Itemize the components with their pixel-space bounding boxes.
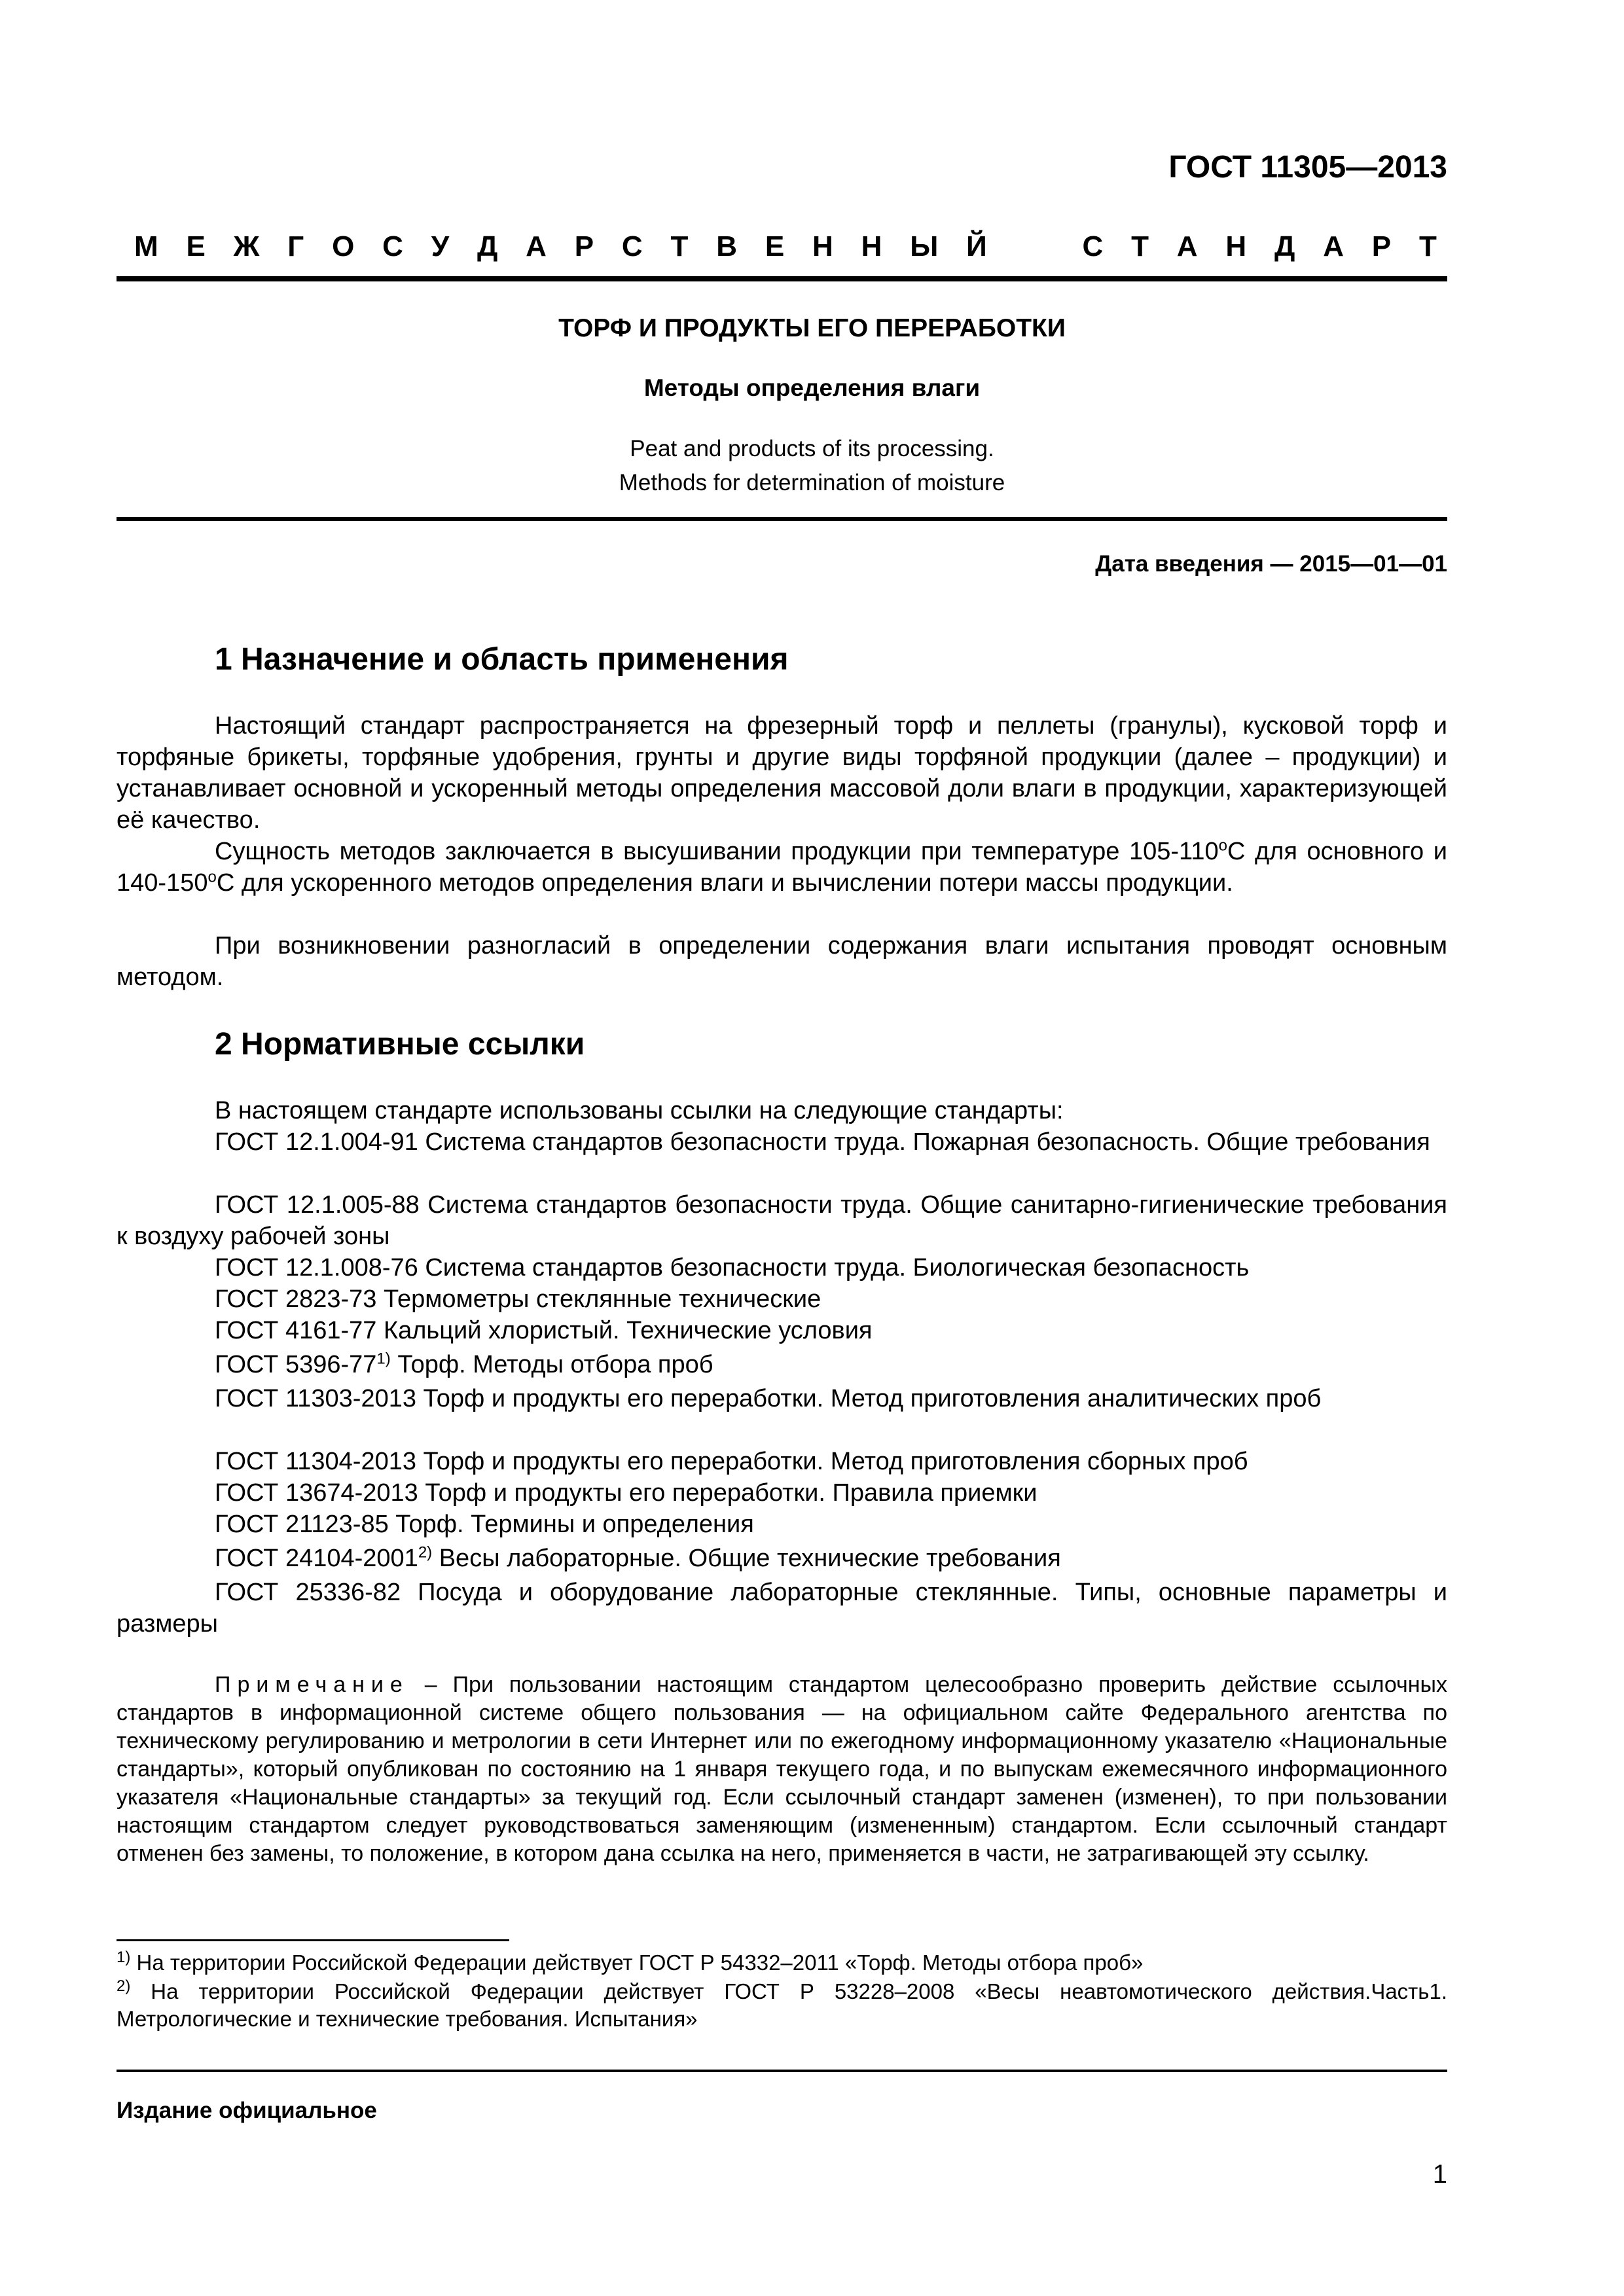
title-divider — [117, 517, 1447, 521]
degree-mark: o — [1218, 836, 1227, 855]
reference-item — [117, 1349, 1447, 1380]
reference-item: ГОСТ 4161-77 Кальций хлористый. Технические условия — [215, 1317, 873, 1344]
banner-letter: Н — [812, 230, 833, 262]
text-run: ГОСТ 24104-2001 — [215, 1545, 418, 1572]
reference-item: ГОСТ 11304-2013 Торф и продукты его переработки. Метод приготовления сборных проб — [215, 1448, 1248, 1475]
section-1-paragraph: При возникновении разногласий в определении содержания влаги испытания проводят основным методом. — [117, 932, 1447, 991]
header-divider — [117, 276, 1447, 281]
document-number: ГОСТ 11305—2013 — [1168, 150, 1447, 185]
banner-letter: Н — [1225, 230, 1247, 262]
banner-letter: Р — [574, 230, 594, 262]
reference-item: ГОСТ 12.1.008-76 Система стандартов безопасности труда. Биологическая безопасность — [215, 1254, 1250, 1282]
banner-letter: С — [1082, 230, 1104, 262]
footnote-mark: 1) — [117, 1948, 131, 1966]
footnote — [117, 1978, 1447, 2033]
banner-letter: Й — [966, 230, 987, 262]
banner-letter: Д — [477, 230, 498, 262]
footnote-mark: 1) — [376, 1350, 391, 1368]
banner-letter: В — [716, 230, 738, 262]
banner-letter: Т — [670, 230, 689, 262]
banner-letter: Е — [186, 230, 206, 262]
section-2-intro: В настоящем стандарте использованы ссылки на следующие стандарты: — [215, 1097, 1064, 1124]
banner-letter: Т — [1418, 230, 1437, 262]
note-label: Примечание — [215, 1672, 409, 1697]
document-title: ТОРФ И ПРОДУКТЫ ЕГО ПЕРЕРАБОТКИ — [558, 314, 1066, 342]
footnote-text: На территории Российской Федерации действует ГОСТ Р 53228–2008 «Весы неавтомотического действия.Часть1. Метрологические и технические требования. Испытания» — [117, 1979, 1447, 2031]
footnote-mark: 2) — [117, 1977, 131, 1995]
banner-letter: Н — [861, 230, 882, 262]
section-2-heading: 2 Нормативные ссылки — [215, 1027, 585, 1062]
english-title-line: Methods for determination of moisture — [619, 470, 1005, 495]
english-title-line: Peat and products of its processing. — [630, 436, 994, 461]
banner-letter: Р — [1371, 230, 1392, 262]
footnote — [117, 1949, 1447, 1977]
text-run: ГОСТ 5396-77 — [215, 1351, 377, 1378]
banner-letter: А — [1323, 230, 1344, 262]
text-run: С для ускоренного методов определения влаги и вычислении потери массы продукции. — [216, 869, 1233, 897]
banner-letter: С — [621, 230, 643, 262]
interstate-standard-banner — [134, 230, 1437, 263]
reference-item: ГОСТ 21123-85 Торф. Термины и определения — [215, 1511, 754, 1538]
section-1-heading: 1 Назначение и область применения — [215, 642, 789, 677]
banner-letter: С — [382, 230, 403, 262]
banner-letter: Г — [287, 230, 304, 262]
banner-letter: Ы — [910, 230, 939, 262]
banner-letter: Е — [765, 230, 785, 262]
banner-letter: Ж — [233, 230, 260, 262]
english-title — [0, 432, 1624, 500]
reference-item — [117, 1543, 1447, 1574]
introduction-date: Дата введения — 2015—01—01 — [1095, 551, 1447, 577]
banner-letter: А — [526, 230, 547, 262]
banner-letter: У — [431, 230, 450, 262]
banner-letter: А — [1176, 230, 1198, 262]
edition-label: Издание официальное — [117, 2098, 377, 2123]
reference-item: ГОСТ 25336-82 Посуда и оборудование лабораторные стеклянные. Типы, основные параметры и размеры — [117, 1579, 1447, 1638]
text-run: Торф. Методы отбора проб — [390, 1351, 713, 1378]
reference-item: ГОСТ 11303-2013 Торф и продукты его переработки. Метод приготовления аналитических проб — [215, 1385, 1322, 1412]
page-number: 1 — [1432, 2160, 1447, 2189]
banner-letter: О — [332, 230, 355, 262]
text-run: Весы лабораторные. Общие технические требования — [432, 1545, 1061, 1572]
reference-item: ГОСТ 13674-2013 Торф и продукты его переработки. Правила приемки — [215, 1479, 1038, 1507]
document-subtitle: Методы определения влаги — [643, 374, 981, 401]
section-1-paragraph: Настоящий стандарт распространяется на фрезерный торф и пеллеты (гранулы), кусковой торф и торфяные брикеты, торфяные удобрения, грунты и другие виды торфяной продукции (далее – продукции) и устанавливает основной и ускоренный методы определения массовой доли влаги в продукции, характеризующей её качество. — [117, 712, 1447, 834]
degree-mark: o — [208, 868, 217, 886]
note-text: – При пользовании настоящим стандартом целесообразно проверить действие ссылочных стандартов в информационной системе общего пользования — на официальном сайте Федерального агентства по техническому регулированию и метрологии в сети Интернет или по ежегодному информационному указателю «Национальные стандарты», который опубликован по состоянию на 1 января текущего года, и по выпускам ежемесячного информационного указателя «Национальные стандарты» за текущий год. Если ссылочный стандарт заменен (изменен), то при пользовании настоящим стандартом следует руководствоваться заменяющим (измененным) стандартом. Если ссылочный стандарт отменен без замены, то положение, в котором дана ссылка на него, применяется в части, не затрагивающей эту ссылку. — [117, 1672, 1447, 1866]
reference-item: ГОСТ 12.1.005-88 Система стандартов безопасности труда. Общие санитарно-гигиенические требования к воздуху рабочей зоны — [117, 1191, 1447, 1250]
banner-letter: М — [134, 230, 158, 262]
text-run: Сущность методов заключается в высушивании продукции при температуре 105-110 — [215, 838, 1219, 865]
note-paragraph — [117, 1671, 1447, 1868]
reference-item: ГОСТ 2823-73 Термометры стеклянные технические — [215, 1285, 821, 1313]
text-run: С для основного и 140-150 — [117, 838, 1447, 897]
footnote-text: На территории Российской Федерации действует ГОСТ Р 54332–2011 «Торф. Методы отбора проб» — [130, 1950, 1144, 1975]
reference-item: ГОСТ 12.1.004-91 Система стандартов безопасности труда. Пожарная безопасность. Общие требования — [215, 1128, 1430, 1156]
section-1-paragraph — [117, 836, 1447, 899]
footnote-divider — [117, 1939, 509, 1941]
banner-letter: Д — [1274, 230, 1295, 262]
banner-letter: Т — [1131, 230, 1149, 262]
banner-word-gap — [1015, 230, 1055, 263]
footer-divider — [117, 2070, 1447, 2072]
footnote-mark: 2) — [418, 1543, 433, 1562]
